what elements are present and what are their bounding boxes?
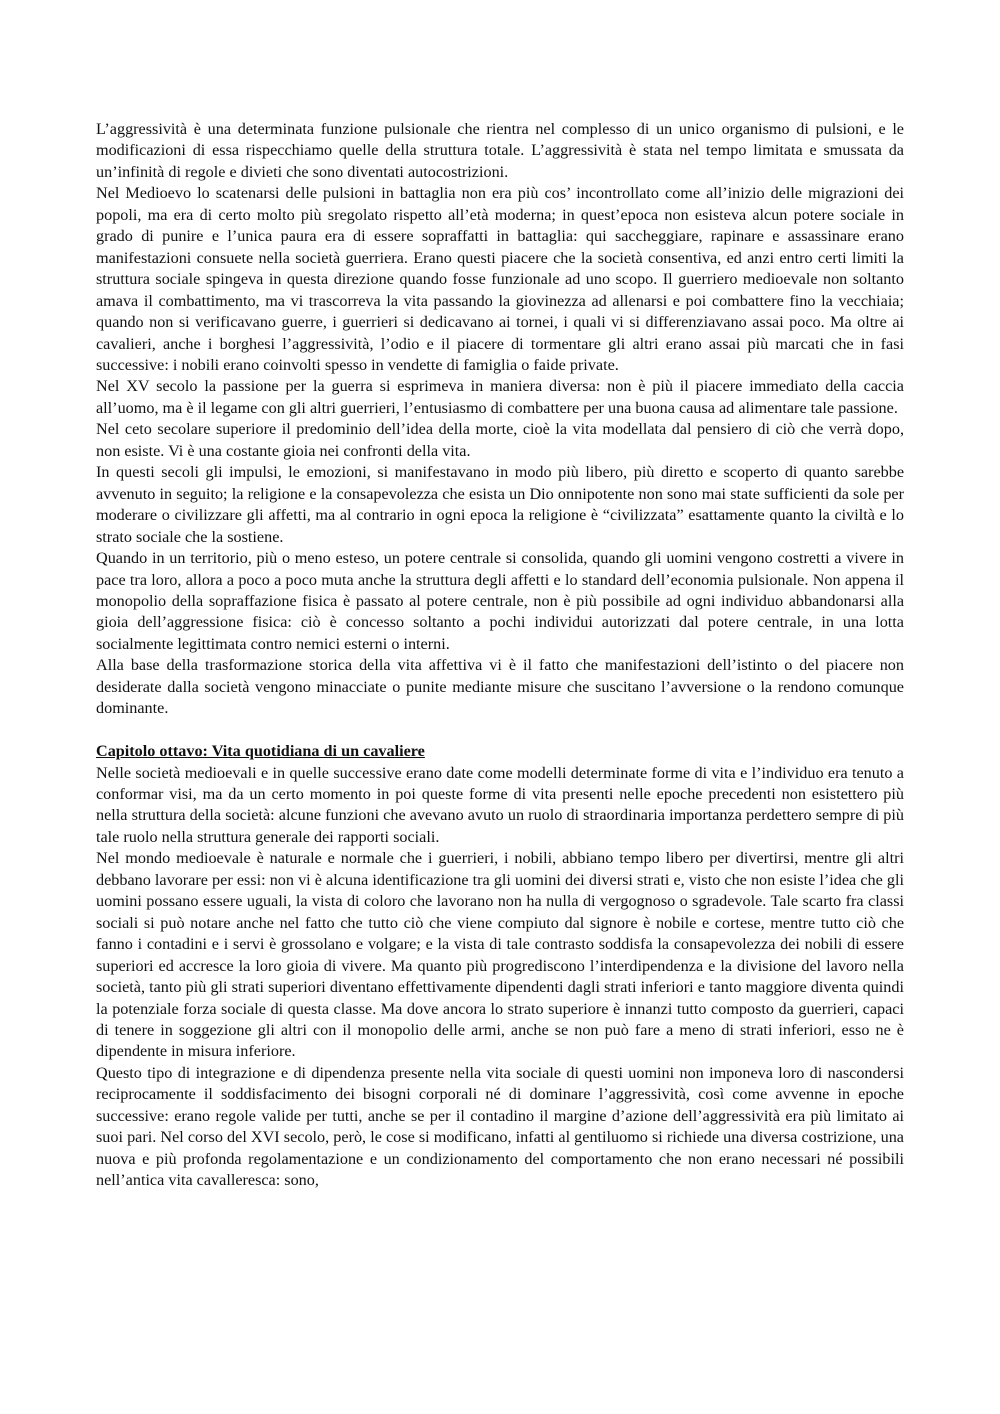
chapter-heading: Capitolo ottavo: Vita quotidiana di un cavaliere [96,742,425,761]
paragraph: Alla base della trasformazione storica della vita affettiva vi è il fatto che manifestazioni dell’istinto o del piacere non desiderate dalla società vengono minacciate o punite mediante misure che suscitano l’avversione o la rendono comunque dominante. [96,656,904,718]
paragraph: In questi secoli gli impulsi, le emozioni, si manifestavano in modo più libero, più diretto e scoperto di quanto sarebbe avvenuto in seguito; la religione e la consapevolezza che esista un Dio onnipotente non sono mai state sufficienti da sole per moderare o civilizzare gli affetti, ma al contrario in ogni epoca la religione è “civilizzata” esattamente quanto la civiltà e lo strato sociale che la sostiene. [96,463,904,546]
section-capitolo-ottavo [96,741,904,1192]
paragraph: Nel XV secolo la passione per la guerra si esprimeva in maniera diversa: non è più il piacere immediato della caccia all’uomo, ma è il legame con gli altri guerrieri, l’entusiasmo di combattere per una buona causa ad alimentare tale passione. [96,377,904,417]
paragraph: Nel ceto secolare superiore il predominio dell’idea della morte, cioè la vita modellata dal pensiero di ciò che verrà dopo, non esiste. Vi è una costante gioia nei confronti della vita. [96,420,904,460]
paragraph: Quando in un territorio, più o meno esteso, un potere centrale si consolida, quando gli uomini vengono costretti a vivere in pace tra loro, allora a poco a poco muta anche la struttura degli affetti e lo standard dell’economia pulsionale. Non appena il monopolio della sopraffazione fisica è passato al potere centrale, non è più possibile ad ogni individuo abbandonarsi alla gioia dell’aggressione fisica: ciò è concesso soltanto a pochi individui autorizzati dal potere centrale, in una lotta socialmente legittimata contro nemici esterni o interni. [96,549,904,653]
document-page [96,119,904,1192]
paragraph: Nel mondo medioevale è naturale e normale che i guerrieri, i nobili, abbiano tempo libero per divertirsi, mentre gli altri debbano lavorare per essi: non vi è alcuna identificazione tra gli uomini dei diversi strati e, visto che non esiste l’idea che gli uomini possano essere uguali, la vista di coloro che lavorano non ha nulla di vergognoso o sgradevole. Tale scarto fra classi sociali si può notare anche nel fatto che tutto ciò che viene compiuto dal signore è nobile e cortese, mentre tutto ciò che fanno i contadini e i servi è grossolano e volgare; e la vista di tale contrasto soddisfa la consapevolezza dei nobili di essere superiori ed accresce la loro gioia di vivere. Ma quanto più progrediscono l’interdipendenza e la divisione del lavoro nella società, tanto più gli strati superiori diventano effettivamente dipendenti dagli strati inferiori e tanto maggiore diventa quindi la potenziale forza sociale di questa classe. Ma dove ancora lo strato superiore è innanzi tutto composto da guerrieri, capaci di tenere in soggezione gli altri con il monopolio delle armi, anche se non può fare a meno di strati inferiori, esso ne è dipendente in misura inferiore. [96,849,904,1061]
section-aggressivita [96,119,904,720]
section-spacer [96,720,904,741]
paragraph: Nel Medioevo lo scatenarsi delle pulsioni in battaglia non era più cos’ incontrollato come all’inizio delle migrazioni dei popoli, ma era di certo molto più sregolato rispetto all’età moderna; in quest’epoca non esisteva alcun potere sociale in grado di punire e l’unica paura era di essere sopraffatti in battaglia: qui saccheggiare, rapinare e assassinare erano manifestazioni consuete nella società guerriera. Erano questi piacere che la società consentiva, ed anzi entro certi limiti la struttura sociale spingeva in questa direzione quando fosse funzionale ad uno scopo. Il guerriero medioevale non soltanto amava il combattimento, ma vi trascorreva la vita passando la giovinezza ad allenarsi e poi combattere fino la vecchiaia; quando non si verificavano guerre, i guerrieri si dedicavano ai tornei, i quali vi si differenziavano assai poco. Ma oltre ai cavalieri, anche i borghesi l’aggressività, l’odio e il piacere di tormentare gli altri erano assai più marcati che in fasi successive: i nobili erano coinvolti spesso in vendette di famiglia o faide private. [96,184,904,374]
paragraph: Questo tipo di integrazione e di dipendenza presente nella vita sociale di questi uomini non imponeva loro di nascondersi reciprocamente il soddisfacimento dei bisogni corporali né di dominare l’aggressività, così come avvenne in epoche successive: erano regole valide per tutti, anche se per il contadino il margine d’azione dell’aggressività era più limitato ai suoi pari. Nel corso del XVI secolo, però, le cose si modificano, infatti al gentiluomo si richiede una diversa costrizione, una nuova e più profonda regolamentazione e un condizionamento del comportamento che non erano necessari né possibili nell’antica vita cavalleresca: sono, [96,1063,904,1190]
paragraph: Nelle società medioevali e in quelle successive erano date come modelli determinate forme di vita e l’individuo era tenuto a conformar visi, ma da un certo momento in poi queste forme di vita presenti nelle epoche precedenti non esistettero più nella struttura della società: alcune funzioni che avevano avuto un ruolo di straordinaria importanza perdettero sempre di più tale ruolo nella struttura generale dei rapporti sociali. [96,763,904,846]
paragraph: L’aggressività è una determinata funzione pulsionale che rientra nel complesso di un unico organismo di pulsioni, e le modificazioni di essa rispecchiamo quelle della struttura totale. L’aggressività è stata nel tempo limitata e smussata da un’infinità di regole e divieti che sono diventati autocostrizioni. [96,120,904,181]
